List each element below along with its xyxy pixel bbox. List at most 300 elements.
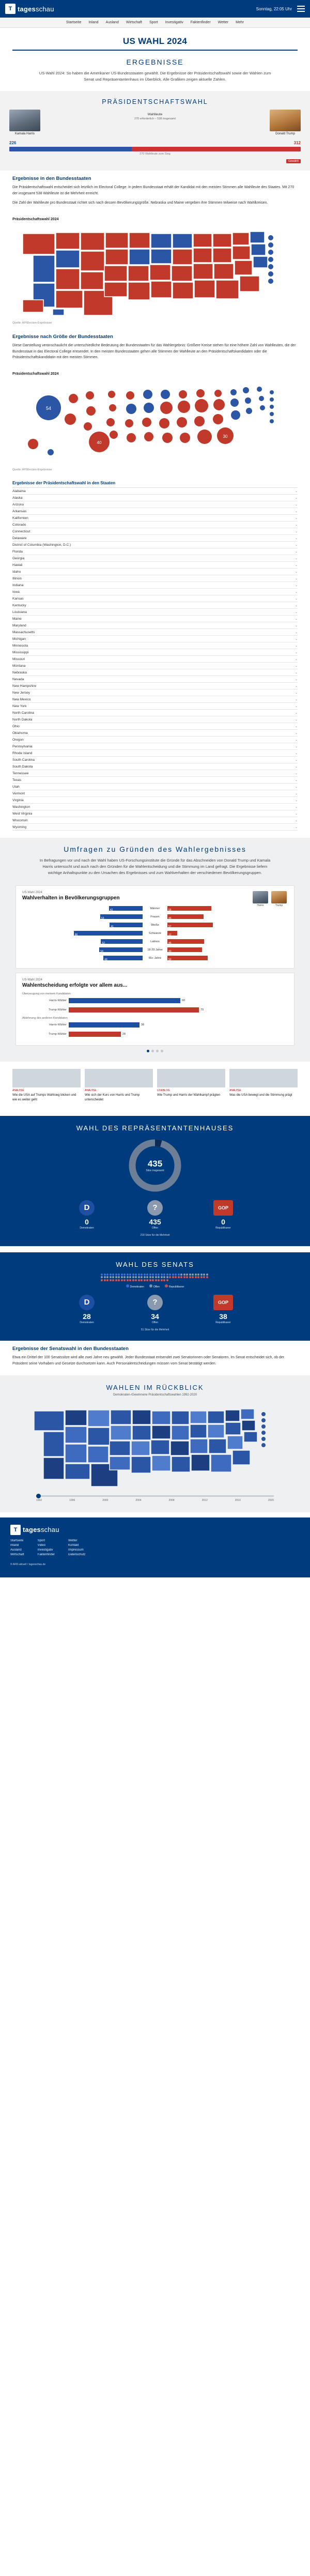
chevron-down-icon[interactable]: ⌄ — [295, 718, 298, 722]
chevron-down-icon[interactable]: ⌄ — [295, 523, 298, 527]
state-accordion-row[interactable] — [12, 602, 298, 609]
teaser-thumbnail — [12, 1069, 81, 1087]
electoral-title: Ergebnisse in den Bundesstaaten — [12, 176, 91, 181]
demographic-label: Männer — [150, 907, 160, 910]
pager-dot-1[interactable] — [147, 1050, 149, 1052]
nav-item-5[interactable]: Investigativ — [165, 21, 183, 24]
motivation-bar-track — [69, 1022, 288, 1028]
chevron-down-icon[interactable]: ⌄ — [295, 785, 298, 789]
pager-dot-4[interactable] — [161, 1050, 163, 1052]
state-name: Wisconsin — [12, 818, 28, 822]
nav-item-3[interactable]: Wirtschaft — [126, 21, 142, 24]
harris-value: 86 — [74, 933, 78, 937]
teaser-item-1[interactable] — [85, 1069, 153, 1102]
main-nav — [0, 18, 310, 28]
chevron-down-icon[interactable]: ⌄ — [295, 691, 298, 695]
state-accordion-row[interactable] — [12, 790, 298, 797]
winner-badge: Gewählt — [286, 159, 301, 163]
senate-seat — [183, 1276, 185, 1278]
demographic-row — [22, 922, 288, 928]
senate-open-label: Offen — [151, 1321, 159, 1324]
harris-bar-cell — [22, 939, 143, 944]
chevron-down-icon[interactable]: ⌄ — [295, 731, 298, 735]
footer-link[interactable]: Investigativ — [37, 1548, 53, 1552]
state-name: Maine — [12, 617, 22, 621]
state-accordion-row[interactable] — [12, 548, 298, 555]
trump-bar — [167, 956, 208, 960]
state-name: Utah — [12, 785, 20, 789]
nav-item-7[interactable]: Wetter — [218, 21, 229, 24]
senate-seat — [129, 1279, 131, 1281]
footer-col-2 — [68, 1539, 85, 1558]
senate-seat — [149, 1274, 151, 1276]
senate-seat — [118, 1279, 120, 1281]
poll-card-1-title: Wahlverhalten in Bevölkerungsgruppen — [22, 895, 120, 901]
state-accordion-row[interactable] — [12, 582, 298, 589]
nav-item-0[interactable]: Startseite — [66, 21, 82, 24]
states-accordion[interactable] — [12, 487, 298, 831]
footer-link[interactable]: Wetter — [68, 1539, 78, 1542]
chevron-down-icon[interactable]: ⌄ — [295, 489, 298, 493]
chevron-down-icon[interactable]: ⌄ — [295, 510, 298, 513]
chevron-down-icon[interactable]: ⌄ — [295, 570, 298, 574]
poll-card-2-title: Wahlentscheidung erfolgte vor allem aus... — [22, 983, 128, 989]
chevron-down-icon[interactable]: ⌄ — [295, 597, 298, 601]
year-tick-label[interactable]: 2004 — [135, 1498, 142, 1502]
state-accordion-row[interactable] — [12, 817, 298, 824]
logo-text-first: tages — [18, 5, 36, 13]
senate-seat — [166, 1276, 168, 1278]
harris-bar-cell — [22, 956, 143, 960]
teaser-item-3[interactable] — [229, 1069, 298, 1102]
senate-seat — [135, 1279, 137, 1281]
demographic-label: Frauen — [150, 915, 160, 918]
motivation-label: Trump-Wähler — [49, 1008, 67, 1012]
nav-item-6[interactable]: Faktenfinder — [190, 21, 211, 24]
history-subtitle: Demokraten-/Gewinnene Präsidentschaftswahlen 1992-2020 — [113, 1393, 197, 1397]
state-accordion-row[interactable] — [12, 663, 298, 669]
nav-item-4[interactable]: Sport — [149, 21, 158, 24]
state-accordion-row[interactable] — [12, 784, 298, 790]
state-accordion-row[interactable] — [12, 676, 298, 683]
chevron-down-icon[interactable]: ⌄ — [295, 503, 298, 507]
senate-seat — [123, 1279, 126, 1281]
poll-trump-label: Trump — [275, 904, 283, 908]
chevron-down-icon[interactable]: ⌄ — [295, 758, 298, 762]
senate-seat — [110, 1274, 112, 1276]
year-tick-label[interactable]: 2020 — [268, 1498, 274, 1502]
nav-item-2[interactable]: Ausland — [105, 21, 119, 24]
history-year-slider[interactable] — [36, 1495, 274, 1497]
state-name: Wyoming — [12, 825, 27, 829]
state-accordion-row[interactable] — [12, 710, 298, 716]
footer-copyright: © ARD-aktuell / tagesschau.de — [10, 1562, 46, 1566]
year-tick-label[interactable]: 2012 — [202, 1498, 208, 1502]
state-name: Colorado — [12, 523, 26, 527]
chevron-down-icon[interactable]: ⌄ — [295, 678, 298, 681]
question-badge-icon: ? — [147, 1295, 163, 1310]
state-accordion-row[interactable] — [12, 569, 298, 575]
chevron-down-icon[interactable]: ⌄ — [295, 617, 298, 621]
senate-seat — [121, 1279, 123, 1281]
state-name: Michigan — [12, 637, 26, 641]
chevron-down-icon[interactable]: ⌄ — [295, 664, 298, 668]
pager-dot-2[interactable] — [151, 1050, 154, 1052]
senate-seat — [200, 1274, 203, 1276]
state-name: North Carolina — [12, 711, 34, 715]
state-accordion-row[interactable] — [12, 522, 298, 528]
footer-link[interactable]: Sport — [37, 1539, 45, 1542]
state-name: New Hampshire — [12, 684, 37, 688]
senate-seat — [112, 1276, 114, 1278]
state-accordion-row[interactable] — [12, 595, 298, 602]
senate-seat — [146, 1276, 148, 1278]
state-accordion-row[interactable] — [12, 535, 298, 542]
senate-legend — [0, 1284, 310, 1289]
trump-value: 43 — [168, 950, 172, 954]
footer-link[interactable]: Video — [37, 1543, 45, 1547]
state-name: Connecticut — [12, 529, 30, 533]
state-accordion-row[interactable] — [12, 804, 298, 810]
motivation-label: Harris-Wähler — [49, 999, 67, 1003]
state-accordion-row[interactable] — [12, 716, 298, 723]
state-name: Montana — [12, 664, 26, 668]
chevron-down-icon[interactable]: ⌄ — [295, 819, 298, 822]
year-tick-label[interactable]: 2008 — [168, 1498, 175, 1502]
state-accordion-row[interactable] — [12, 770, 298, 777]
senate-seat — [195, 1274, 197, 1276]
chevron-down-icon[interactable]: ⌄ — [295, 563, 298, 567]
chevron-down-icon[interactable]: ⌄ — [295, 792, 298, 795]
trump-value: 46 — [168, 942, 172, 945]
chevron-down-icon[interactable]: ⌄ — [295, 557, 298, 560]
footer-link[interactable]: Inland — [10, 1543, 19, 1547]
poll-card-2-kicker: US-Wahl 2024 — [22, 978, 42, 982]
chevron-down-icon[interactable]: ⌄ — [295, 610, 298, 614]
chevron-down-icon[interactable]: ⌄ — [295, 496, 298, 500]
state-accordion-row[interactable] — [12, 824, 298, 831]
state-name: Missouri — [12, 657, 25, 661]
chevron-down-icon[interactable]: ⌄ — [295, 550, 298, 554]
state-accordion-row[interactable] — [12, 683, 298, 689]
chevron-down-icon[interactable]: ⌄ — [295, 704, 298, 708]
state-accordion-row[interactable] — [12, 589, 298, 595]
senate-seat — [155, 1279, 157, 1281]
chevron-down-icon[interactable]: ⌄ — [295, 590, 298, 594]
senate-seat — [178, 1274, 180, 1276]
gop-badge-icon: GOP — [213, 1200, 233, 1216]
poll-harris-label: Harris — [257, 904, 264, 908]
state-accordion-row[interactable] — [12, 501, 298, 508]
site-logo[interactable] — [5, 4, 54, 14]
teaser-item-0[interactable] — [12, 1069, 81, 1102]
state-name: Delaware — [12, 536, 27, 540]
state-accordion-row[interactable] — [12, 656, 298, 663]
footer-logo[interactable] — [10, 1525, 300, 1535]
teaser-thumbnail — [85, 1069, 153, 1087]
senate-seat — [144, 1274, 146, 1276]
senate-seat — [206, 1276, 208, 1278]
majority-marker-label: 270 Wahlleute zum Sieg — [140, 152, 171, 156]
house-open-seats: 435 — [149, 1217, 161, 1226]
footer-link[interactable]: Faktenfinder — [37, 1553, 55, 1556]
senate-seat — [135, 1276, 137, 1278]
chevron-down-icon[interactable]: ⌄ — [295, 637, 298, 641]
chevron-down-icon[interactable]: ⌄ — [295, 516, 298, 520]
chevron-down-icon[interactable]: ⌄ — [295, 812, 298, 816]
year-tick-label[interactable]: 1992 — [36, 1498, 42, 1502]
chevron-down-icon[interactable]: ⌄ — [295, 536, 298, 540]
state-accordion-row[interactable] — [12, 797, 298, 804]
demographic-row — [22, 905, 288, 912]
senate-seat — [149, 1276, 151, 1278]
state-accordion-row[interactable] — [12, 622, 298, 629]
harris-value: 49 — [104, 958, 107, 962]
state-accordion-row[interactable] — [12, 609, 298, 616]
state-name: South Carolina — [12, 758, 35, 762]
footer-link[interactable]: Datenschutz — [68, 1553, 86, 1556]
senate-party-rep — [200, 1295, 246, 1324]
state-accordion-row[interactable] — [12, 642, 298, 649]
motivation-label: Trump-Wähler — [49, 1033, 67, 1036]
chevron-down-icon[interactable]: ⌄ — [295, 765, 298, 769]
senate-seat — [152, 1276, 154, 1278]
senate-seat — [206, 1274, 208, 1276]
senate-seat — [115, 1276, 117, 1278]
trump-bar — [167, 947, 202, 952]
footer-link[interactable]: Impressum — [68, 1548, 84, 1552]
bubble-map[interactable] — [12, 377, 298, 467]
nav-item-8[interactable]: Mehr — [236, 21, 244, 24]
senate-seat — [197, 1276, 199, 1278]
state-accordion-row[interactable] — [12, 743, 298, 750]
harris-bar-cell — [22, 923, 143, 927]
poll-pager[interactable] — [0, 1050, 310, 1052]
harris-thumb — [253, 891, 268, 903]
year-tick-label[interactable]: 1996 — [69, 1498, 75, 1502]
state-accordion-row[interactable] — [12, 528, 298, 535]
teaser-meta: ANALYSE — [12, 1089, 24, 1093]
chevron-down-icon[interactable]: ⌄ — [295, 725, 298, 728]
state-name: North Dakota — [12, 717, 33, 722]
chevron-down-icon[interactable]: ⌄ — [295, 657, 298, 661]
chevron-down-icon[interactable]: ⌄ — [295, 651, 298, 654]
harris-value: 54 — [100, 950, 103, 954]
state-accordion-row[interactable] — [12, 616, 298, 622]
state-accordion-row[interactable] — [12, 669, 298, 676]
title-rule — [12, 50, 298, 51]
electoral-bar — [0, 135, 310, 163]
chevron-down-icon[interactable]: ⌄ — [295, 631, 298, 634]
candidate-harris — [9, 110, 40, 135]
senate-seat — [123, 1274, 126, 1276]
trump-bar-cell — [167, 923, 288, 927]
senate-text-title: Ergebnisse der Senatswahl in den Bundesstaaten — [12, 1345, 129, 1352]
teaser-meta: LIVEBLOG — [157, 1089, 170, 1093]
chevron-down-icon[interactable]: ⌄ — [295, 543, 298, 547]
state-name: Georgia — [12, 556, 25, 560]
state-accordion-row[interactable] — [12, 763, 298, 770]
state-name: Maryland — [12, 623, 26, 627]
harris-bar — [109, 906, 143, 911]
senate-seat — [158, 1279, 160, 1281]
senate-seat — [155, 1276, 157, 1278]
chevron-down-icon[interactable]: ⌄ — [295, 711, 298, 715]
senate-seat — [163, 1276, 165, 1278]
state-accordion-row[interactable] — [12, 757, 298, 763]
demographic-label: 65+ Jahre — [148, 956, 162, 960]
trump-bar-cell — [167, 939, 288, 944]
legend-open: Offen — [149, 1284, 160, 1289]
history-map[interactable] — [26, 1401, 284, 1490]
state-accordion-row[interactable] — [12, 542, 298, 548]
state-accordion-row[interactable] — [12, 730, 298, 737]
chevron-down-icon[interactable]: ⌄ — [295, 604, 298, 607]
poll-card-motivation — [16, 973, 295, 1046]
chevron-down-icon[interactable]: ⌄ — [295, 805, 298, 809]
chevron-down-icon[interactable]: ⌄ — [295, 624, 298, 627]
senate-party-dem — [64, 1295, 110, 1324]
state-accordion-row[interactable] — [12, 696, 298, 703]
state-name: Vermont — [12, 791, 25, 795]
state-accordion-row[interactable] — [12, 488, 298, 495]
senate-seat — [189, 1276, 191, 1278]
teaser-title: Was die USA bewegt und die Stimmung prägt — [229, 1094, 292, 1097]
harris-bar-cell — [22, 947, 143, 952]
senate-seat — [166, 1274, 168, 1276]
trump-bar — [167, 931, 177, 936]
state-accordion-row[interactable] — [12, 750, 298, 757]
senate-seat — [112, 1274, 114, 1276]
trump-bar-cell — [167, 914, 288, 919]
chevron-down-icon[interactable]: ⌄ — [295, 530, 298, 533]
chevron-down-icon[interactable]: ⌄ — [295, 778, 298, 782]
state-accordion-row[interactable] — [12, 555, 298, 562]
senate-seat — [110, 1276, 112, 1278]
senate-seat — [104, 1279, 106, 1281]
harris-value: 42 — [110, 909, 113, 912]
motivation-row — [22, 997, 288, 1004]
demographic-label: Latinos — [150, 940, 160, 943]
house-dem-seats: 0 — [85, 1217, 89, 1226]
state-accordion-row[interactable] — [12, 508, 298, 515]
state-accordion-row[interactable] — [12, 629, 298, 636]
state-accordion-row[interactable] — [12, 515, 298, 522]
chevron-down-icon[interactable]: ⌄ — [295, 752, 298, 755]
senate-seat — [106, 1274, 109, 1276]
senate-seat — [152, 1274, 154, 1276]
state-accordion-row[interactable] — [12, 689, 298, 696]
footer-link[interactable]: Wirtschaft — [10, 1553, 24, 1556]
nav-item-1[interactable]: Inland — [88, 21, 99, 24]
state-name: Kalifornien — [12, 516, 28, 520]
chevron-down-icon[interactable]: ⌄ — [295, 825, 298, 829]
chevron-down-icon[interactable]: ⌄ — [295, 698, 298, 701]
footer-link[interactable]: Kontakt — [68, 1543, 79, 1547]
trump-bar — [167, 906, 211, 911]
pager-dot-3[interactable] — [156, 1050, 159, 1052]
harris-bar — [110, 923, 143, 927]
teaser-item-2[interactable] — [157, 1069, 225, 1102]
footer-columns — [10, 1539, 300, 1558]
state-name: Texas — [12, 778, 21, 782]
history-map-svg — [26, 1401, 284, 1489]
trump-bar-cell — [167, 947, 288, 952]
state-name: Hawaii — [12, 563, 23, 567]
state-accordion-row[interactable] — [12, 495, 298, 501]
chevron-down-icon[interactable]: ⌄ — [295, 684, 298, 688]
state-name: Oregon — [12, 738, 24, 742]
senate-seat — [195, 1276, 197, 1278]
rep-bar-segment — [132, 147, 301, 151]
year-tick-label[interactable]: 2016 — [235, 1498, 241, 1502]
states-accordion-title: Ergebnisse der Präsidentschaftswahl in den Staaten — [12, 481, 116, 486]
electoral-map[interactable] — [12, 222, 298, 320]
demographic-row — [22, 930, 288, 937]
chevron-down-icon[interactable]: ⌄ — [295, 745, 298, 748]
state-accordion-row[interactable] — [12, 575, 298, 582]
us-bubble-map-svg — [12, 377, 298, 467]
slider-knob[interactable] — [36, 1494, 41, 1498]
harris-value: 41 — [111, 925, 114, 929]
footer-link[interactable]: Startseite — [10, 1539, 24, 1542]
chevron-down-icon[interactable]: ⌄ — [295, 738, 298, 742]
chevron-down-icon[interactable]: ⌄ — [295, 584, 298, 587]
house-total-seats: 435 — [147, 1158, 163, 1169]
motivation-bar-track — [69, 1007, 288, 1013]
state-accordion-row[interactable] — [12, 777, 298, 784]
electoral-label: Wahlleute — [147, 113, 163, 116]
harris-bar-cell — [22, 914, 143, 919]
state-name: Virginia — [12, 798, 24, 802]
chevron-down-icon[interactable]: ⌄ — [295, 644, 298, 648]
state-accordion-row[interactable] — [12, 636, 298, 642]
senate-seat — [115, 1274, 117, 1276]
chevron-down-icon[interactable]: ⌄ — [295, 671, 298, 674]
chevron-down-icon[interactable]: ⌄ — [295, 799, 298, 802]
state-accordion-row[interactable] — [12, 737, 298, 743]
state-name: Rhode Island — [12, 751, 33, 755]
state-accordion-row[interactable] — [12, 649, 298, 656]
harris-bar — [99, 947, 143, 952]
senate-seat-grid — [101, 1274, 209, 1281]
results-heading: ERGEBNISSE — [126, 58, 184, 66]
state-accordion-row[interactable] — [12, 810, 298, 817]
state-accordion-row[interactable] — [12, 723, 298, 730]
state-accordion-row[interactable] — [12, 562, 298, 569]
teaser-thumbnail — [229, 1069, 298, 1087]
state-name: Ohio — [12, 724, 20, 728]
senate-seat — [203, 1274, 205, 1276]
state-accordion-row[interactable] — [12, 703, 298, 710]
senate-seat — [138, 1276, 140, 1278]
polls-intro: In Befragungen vor und nach der Wahl haben US-Forschungsinstitute die Gründe für das Abschneiden von Donald Trump und Kamala Harris untersucht und auch nach den Gründen für die Wahlentscheidung und die Stimmung im Land gefragt. Die Ergebnisse liefern wichtige Anhaltspunkte zu den Ursachen des Ergebnisses und zum Wahlverhalten der verschiedenen Bevölkerungsgruppen. — [39, 858, 271, 876]
poll-card-1-kicker: US-Wahl 2024 — [22, 891, 42, 895]
chevron-down-icon[interactable]: ⌄ — [295, 772, 298, 775]
senate-seat — [180, 1274, 182, 1276]
hamburger-menu-icon[interactable] — [297, 6, 305, 12]
president-heading: PRÄSIDENTSCHAFTSWAHL — [102, 98, 208, 105]
chevron-down-icon[interactable]: ⌄ — [295, 577, 298, 580]
senate-section — [0, 1252, 310, 1341]
senate-seat — [138, 1274, 140, 1276]
senate-seat — [144, 1276, 146, 1278]
year-tick-label[interactable]: 2000 — [102, 1498, 109, 1502]
senate-seat — [178, 1276, 180, 1278]
senate-seat — [152, 1279, 154, 1281]
footer-link[interactable]: Ausland — [10, 1548, 22, 1552]
teaser-row — [0, 1062, 310, 1109]
